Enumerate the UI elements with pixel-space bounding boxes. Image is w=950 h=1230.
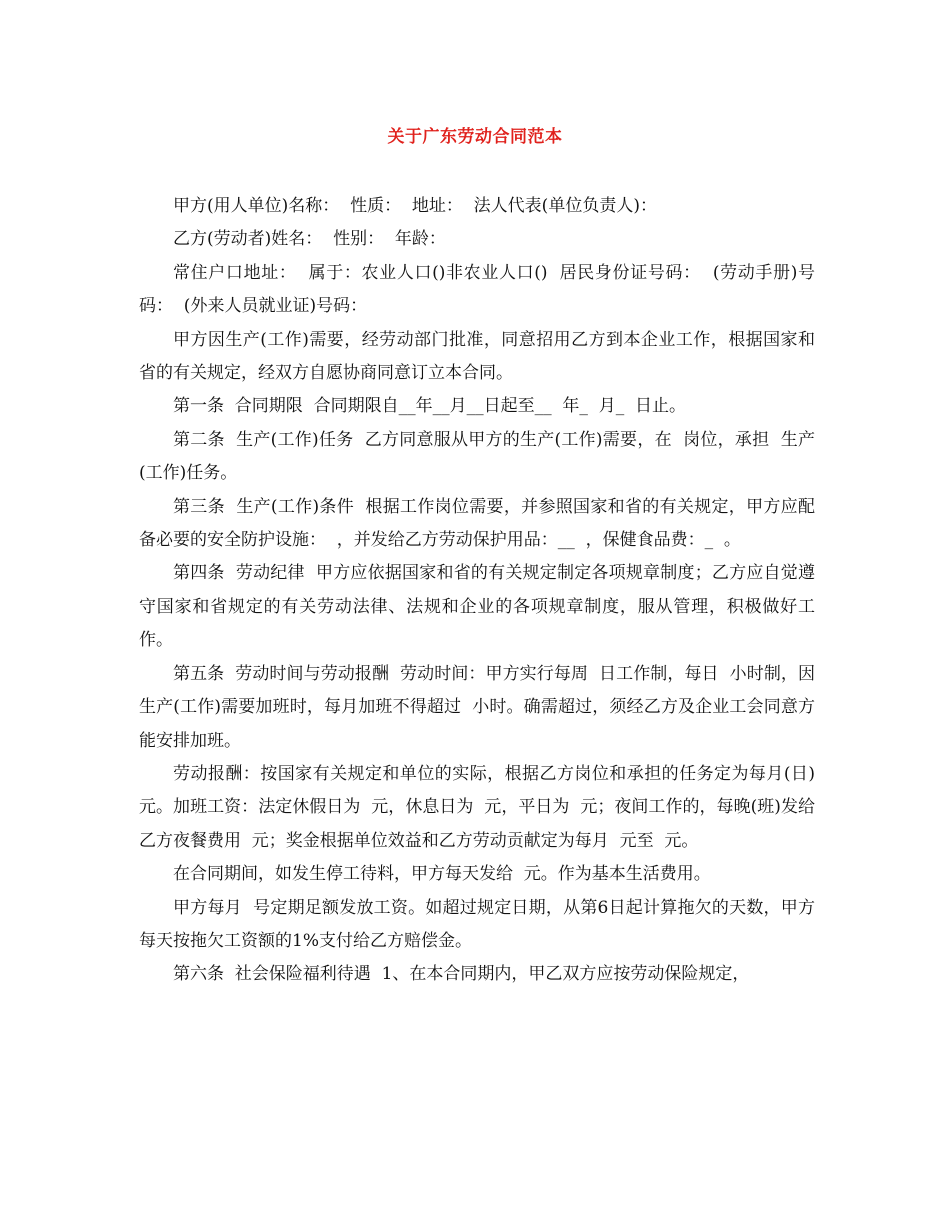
- document-title: 关于广东劳动合同范本: [387, 127, 563, 147]
- paragraph-article-1: 第一条 合同期限 合同期限自__年__月__日起至__ 年_ 月_ 日止。: [173, 396, 687, 417]
- paragraph-preamble: 甲方因生产(工作)需要，经劳动部门批准，同意招用乙方到本企业工作，根据国家和省的有关规定，经双方自愿协商同意订立本合同。: [139, 329, 815, 384]
- paragraph-article-5: 第五条 劳动时间与劳动报酬 劳动时间：甲方实行每周 日工作制，每日 小时制，因生产(工作)需要加班时，每月加班不得超过 小时。确需超过，须经乙方及企业工会同意方能安排加班。: [139, 663, 815, 751]
- paragraph-wage-payment: 甲方每月 号定期足额发放工资。如超过规定日期，从第6日起计算拖欠的天数，甲方每天按拖欠工资额的1%支付给乙方赔偿金。: [139, 897, 815, 951]
- paragraph-article-4: 第四条 劳动纪律 甲方应依据国家和省的有关规定制定各项规章制度；乙方应自觉遵守国家和省规定的有关劳动法律、法规和企业的各项规章制度，服从管理，积极做好工作。: [139, 563, 815, 651]
- document-body: [139, 190, 826, 992]
- paragraph-remuneration: 劳动报酬：按国家有关规定和单位的实际，根据乙方岗位和承担的任务定为每月(日) 元。加班工资：法定休假日为 元，休息日为 元，平日为 元；夜间工作的，每晚(班)发给乙方夜餐费用 元；奖金根据单位效益和乙方劳动贡献定为每月 元至 元。: [139, 763, 826, 851]
- paragraph-work-stoppage: 在合同期间，如发生停工待料，甲方每天发给 元。作为基本生活费用。: [173, 864, 711, 885]
- paragraph-article-3: 第三条 生产(工作)条件 根据工作岗位需要，并参照国家和省的有关规定，甲方应配备必要的安全防护设施： ，并发给乙方劳动保护用品：__ ，保健食品费：_ 。: [139, 496, 815, 551]
- paragraph-article-2: 第二条 生产(工作)任务 乙方同意服从甲方的生产(工作)需要，在 岗位，承担 生产(工作)任务。: [139, 429, 815, 484]
- paragraph-article-6: 第六条 社会保险福利待遇 1、在本合同期内，甲乙双方应按劳动保险规定，: [173, 964, 750, 985]
- paragraph-party-a: 甲方(用人单位)名称： 性质： 地址： 法人代表(单位负责人)：: [173, 196, 657, 216]
- paragraph-residence: 常住户口地址： 属于：农业人口()非农业人口() 居民身份证号码： (劳动手册)号码： (外来人员就业证)号码：: [139, 262, 815, 317]
- paragraph-party-b: 乙方(劳动者)姓名： 性别： 年龄：: [173, 229, 446, 250]
